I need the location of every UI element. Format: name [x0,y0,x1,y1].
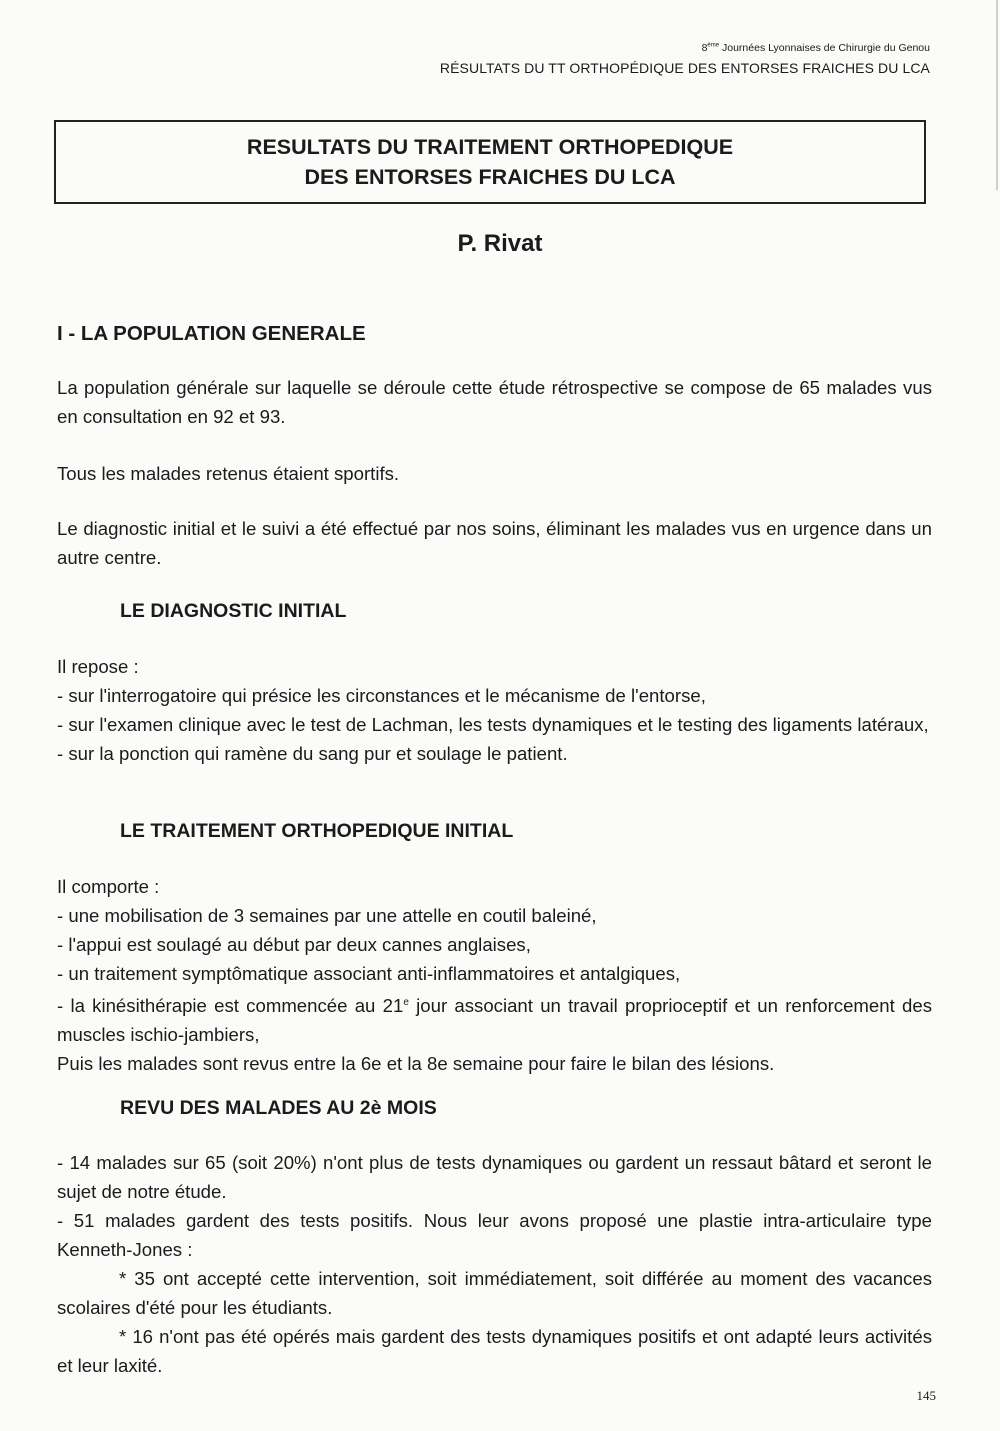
paragraph-sportifs: Tous les malades retenus étaient sportifs. [57,463,400,484]
paragraph-population: La population générale sur laquelle se déroule cette étude rétrospective se compose de 65 malades vus en consultation en 92 et 93. [57,377,932,427]
header-ordinal: 8 [701,42,708,54]
author: P. Rivat [457,230,543,257]
running-header-event [702,42,930,55]
sub-list-item: * 35 ont accepté cette intervention, soit immédiatement, soit différée au moment des vacances scolaires d'été pour les étudiants. [57,1268,932,1318]
list-item: - sur l'examen clinique avec le test de Lachman, les tests dynamiques et le testing des ligaments latéraux, [57,714,929,735]
section-heading-diagnostic: LE DIAGNOSTIC INITIAL [120,600,347,622]
section-heading-traitement: LE TRAITEMENT ORTHOPEDIQUE INITIAL [120,820,514,842]
title-line-1: RESULTATS DU TRAITEMENT ORTHOPEDIQUE [246,135,734,159]
kine-superscript: e [403,997,409,1008]
list-item: - un traitement symptômatique associant anti-inflammatoires et antalgiques, [57,963,681,984]
list-item: - une mobilisation de 3 semaines par une attelle en coutil baleiné, [57,905,597,926]
page-number: 145 [916,1388,936,1403]
section-heading-population: I - LA POPULATION GENERALE [57,322,366,345]
list-item: - 14 malades sur 65 (soit 20%) n'ont plus de tests dynamiques ou gardent un ressaut bâtard et seront le sujet de notre étude. [57,1152,932,1202]
list-item: - l'appui est soulagé au début par deux cannes anglaises, [57,934,531,955]
running-header-title: RÉSULTATS DU TT ORTHOPÉDIQUE DES ENTORSES FRAICHES DU LCA [439,60,930,76]
page-edge [996,0,998,190]
section-heading-revu: REVU DES MALADES AU 2è MOIS [120,1097,437,1119]
traitement-closing: Puis les malades sont revus entre la 6e et la 8e semaine pour faire le bilan des lésions. [57,1053,775,1075]
diagnostic-intro: Il repose : [57,656,139,677]
diagnostic-list [57,652,932,768]
kine-text-end: jour associant un travail proprioceptif et un renforcement des muscles ischio-jambiers, [57,995,932,1046]
paragraph-diagnostic-suivi: Le diagnostic initial et le suivi a été effectué par nos soins, éliminant les malades vus en urgence dans un autre centre. [57,518,932,568]
list-item: - sur l'interrogatoire qui présice les circonstances et le mécanisme de l'entorse, [57,685,706,706]
revu-list [57,1148,932,1380]
traitement-list [57,872,932,1078]
header-ordinal-sup: ème [707,42,720,49]
list-item: - 51 malades gardent des tests positifs. Nous leur avons proposé une plastie intra-articulaire type Kenneth-Jones : [57,1210,932,1260]
title-box [54,120,926,204]
title-line-2: DES ENTORSES FRAICHES DU LCA [304,165,676,189]
header-event-name: Journées Lyonnaises de Chirurgie du Genou [719,42,930,54]
kine-text-start: - la kinésithérapie est commencée au 21 [57,995,404,1017]
list-item [57,988,932,1049]
traitement-intro: Il comporte : [57,876,160,897]
sub-list-item: * 16 n'ont pas été opérés mais gardent des tests dynamiques positifs et ont adapté leurs activités et leur laxité. [57,1326,932,1376]
list-item: - sur la ponction qui ramène du sang pur et soulage le patient. [57,743,568,764]
